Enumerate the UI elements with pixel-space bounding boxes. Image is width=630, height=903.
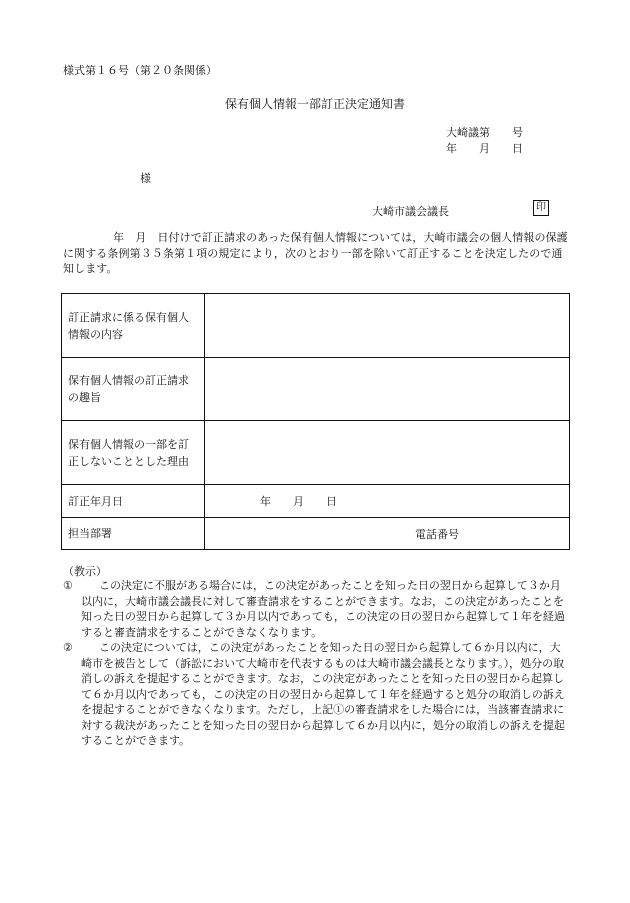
row-label-reason: 保有個人情報の一部を訂正しないこととした理由 [62, 421, 205, 485]
note-text: この決定については，この決定があったことを知った日の翌日から起算して６か月以内に，大崎市を被告として（訴訟において大崎市を代表するものは大崎市議会議長となります。），処分の取消しの訴えを提起することができます。なお，この決定があったことを知った日の翌日から起算して６か月以内であっても，この決定の日の翌日から起算して１年を経過すると処分の取消しの訴えを提起することができなくなります。ただし，上記①の審査請求をした場合には，当該審査請求に対する裁決があったことを知った日の翌日から起算して６か月以内に，処分の取消しの訴えを提起することができます。 [81, 641, 565, 747]
row-value-content [205, 294, 570, 358]
row-label-purpose: 保有個人情報の訂正請求の趣旨 [62, 358, 205, 421]
row-label-content: 訂正請求に係る保有個人情報の内容 [62, 294, 205, 358]
table-row [62, 294, 570, 358]
seal-stamp: 印 [533, 200, 549, 216]
row-value-phone-number: 電話番号 [205, 518, 570, 550]
document-date: 年 月 日 [446, 142, 523, 155]
row-value-correction-date: 年 月 日 [205, 485, 570, 518]
document-title: 保有個人情報一部訂正決定通知書 [224, 97, 405, 111]
table-row [62, 485, 570, 518]
document-number: 大崎議第 号 [446, 126, 523, 139]
sender-name: 大崎市議会議長 [372, 205, 449, 218]
notice-body-text: 年 月 日付けで訂正請求のあった保有個人情報については，大崎市議会の個人情報の保護に関する条例第３５条第１項の規定により，次のとおり一部を除いて訂正することを決定したので通知します。 [63, 231, 568, 275]
note-text: この決定に不服がある場合には，この決定があったことを知った日の翌日から起算して３か月以内に，大崎市議会議長に対して審査請求をすることができます。なお，この決定があったことを知った日の翌日から起算して３か月以内であっても，この決定の日の翌日から起算して１年を経過すると審査請求をすることができなくなります。 [81, 579, 565, 639]
note-item [63, 578, 570, 640]
form-number: 様式第１６号（第２０条関係） [63, 64, 217, 77]
note-marker: ② [63, 641, 73, 654]
row-value-purpose [205, 358, 570, 421]
table-row [62, 518, 570, 550]
table-row [62, 421, 570, 485]
row-label-correction-date: 訂正年月日 [62, 485, 205, 518]
table-row [62, 358, 570, 421]
decision-details-table [61, 293, 570, 550]
row-value-reason [205, 421, 570, 485]
note-item [63, 640, 570, 749]
row-label-department: 担当部署 [62, 518, 205, 550]
note-marker: ① [63, 579, 73, 592]
addressee-honorific: 様 [140, 172, 151, 185]
notes-heading: （教示） [63, 565, 107, 578]
